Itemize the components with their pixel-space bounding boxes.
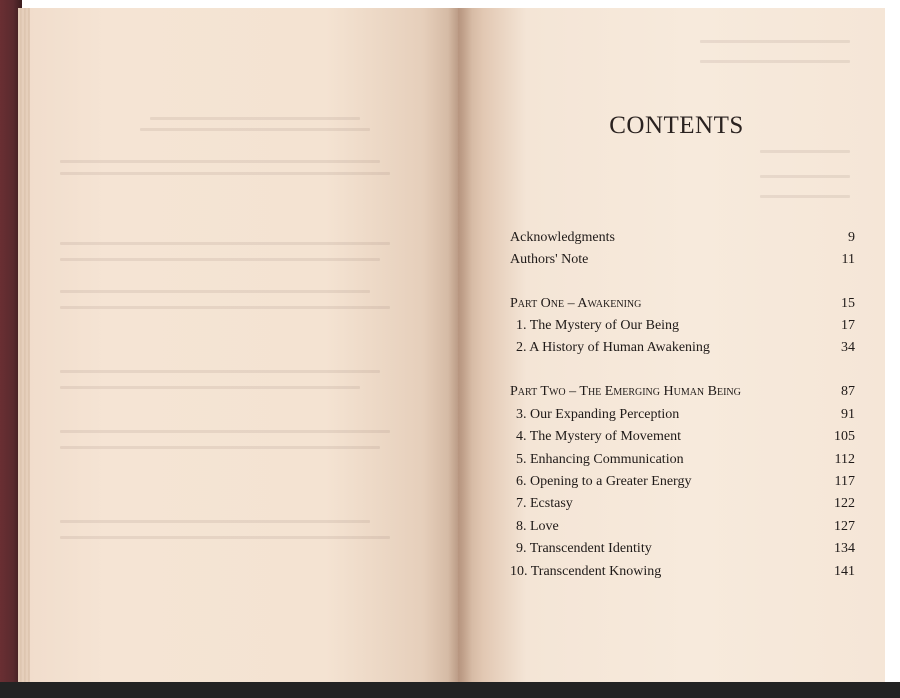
toc-entry [510,250,855,270]
toc-part-heading [510,382,855,402]
toc-entry-title: 4. The Mystery of Movement [516,429,681,444]
toc-entry [510,316,855,336]
toc-part-title: Part One – Awakening [510,296,642,311]
toc-entry [510,517,855,537]
toc-entry-title: 2. A History of Human Awakening [516,340,710,355]
show-through-line [60,290,370,293]
toc-entry [510,472,855,492]
toc-entry [510,405,855,425]
toc-entry [510,450,855,470]
show-through-line [60,536,390,539]
toc-entry-page: 141 [834,564,855,579]
toc-entry-title: Authors' Note [510,252,589,267]
bottom-surface [0,682,900,698]
toc-entry [510,562,855,582]
show-through-line [150,117,360,120]
toc-entry [510,427,855,447]
left-page [18,8,458,682]
toc-entry-title: 6. Opening to a Greater Energy [516,474,692,489]
right-margin [885,0,900,698]
show-through-line [760,175,850,178]
toc-entry [510,228,855,248]
show-through-line [60,258,380,261]
toc-entry-page: 112 [834,452,855,467]
page-stack-edge [18,8,30,682]
toc-entry [510,539,855,559]
show-through-line [60,386,360,389]
show-through-line [700,60,850,63]
toc-entry-page: 11 [841,252,855,267]
toc-part-title: Part Two – The Emerging Human Being [510,384,741,399]
toc-entry [510,338,855,358]
book-gutter [448,8,472,682]
toc-entry-page: 34 [841,340,855,355]
toc-entry-page: 134 [834,541,855,556]
toc-entry [510,494,855,514]
show-through-line [760,195,850,198]
toc-entry-title: 9. Transcendent Identity [516,541,652,556]
toc-entry-title: 3. Our Expanding Perception [516,407,680,422]
toc-entry-page: 87 [841,384,855,399]
show-through-line [700,40,850,43]
toc-entry-page: 17 [841,318,855,333]
toc-entry-page: 91 [841,407,855,422]
top-margin [0,0,900,8]
show-through-line [60,520,370,523]
show-through-line [60,370,380,373]
toc-part-heading [510,294,855,314]
show-through-line [760,150,850,153]
toc-entry-page: 122 [834,496,855,511]
toc-entry-title: 5. Enhancing Communication [516,452,684,467]
toc-entry-title: 8. Love [516,519,559,534]
contents-heading: CONTENTS [609,112,744,139]
show-through-line [140,128,370,131]
show-through-line [60,160,380,163]
show-through-line [60,306,390,309]
show-through-line [60,172,390,175]
toc-entry-page: 127 [834,519,855,534]
show-through-line [60,430,390,433]
toc-entry-title: 10. Transcendent Knowing [510,564,662,579]
toc-entry-page: 9 [848,230,855,245]
toc-entry-page: 15 [841,296,855,311]
show-through-line [60,446,380,449]
toc-entry-page: 117 [834,474,855,489]
toc-entry-title: Acknowledgments [510,230,615,245]
show-through-line [60,242,390,245]
toc-entry-title: 7. Ecstasy [516,496,573,511]
toc-entry-page: 105 [834,429,855,444]
toc-entry-title: 1. The Mystery of Our Being [516,318,680,333]
